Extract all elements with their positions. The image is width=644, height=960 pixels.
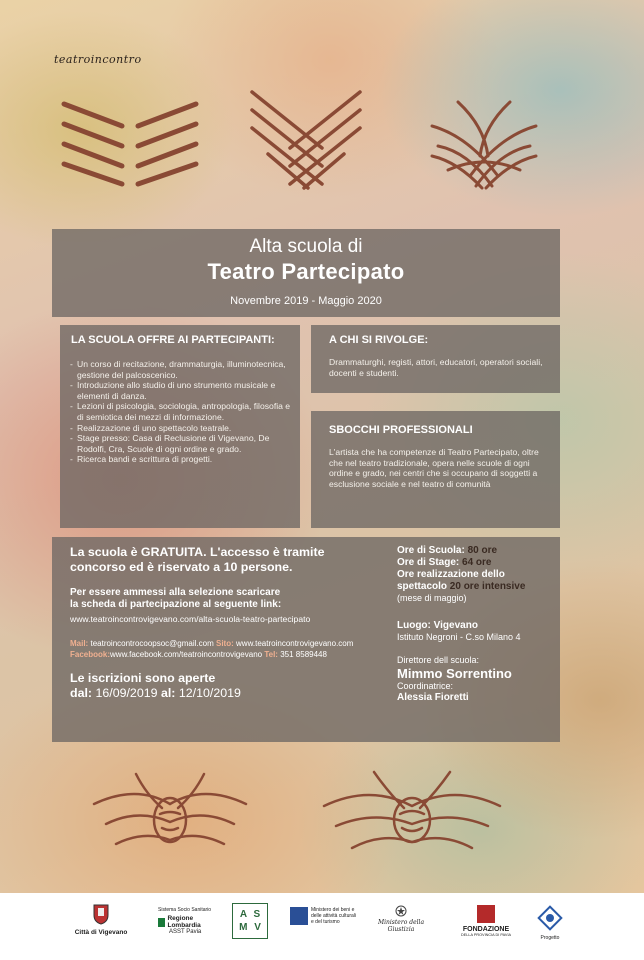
enrol-dates: [70, 686, 380, 701]
place-label: Luogo:: [397, 620, 431, 631]
to-date: 12/10/2019: [178, 686, 241, 700]
sponsor-vigevano-label: Città di Vigevano: [74, 929, 128, 936]
sponsor-lombardia-bottom: ASST Pavia: [169, 929, 202, 935]
title-line-1: Alta scuola di: [249, 236, 363, 257]
teatroincontro-logo: teatroincontro: [54, 53, 142, 66]
list-item: - Introduzione allo studio di uno strumento musicale e elementi di danza.: [69, 380, 295, 401]
list-item: - Realizzazione di uno spettacolo teatrale.: [69, 423, 295, 434]
facebook-value[interactable]: www.facebook.com/teatroincontrovigevano: [110, 650, 263, 659]
mask-decoration-left: [86, 764, 254, 856]
diamond-logo-icon: [535, 903, 565, 933]
registration-link[interactable]: www.teatroincontrovigevano.com/alta-scuola-teatro-partecipato: [70, 614, 311, 624]
sponsor-fondazione: [456, 905, 516, 937]
sponsor-last: [532, 903, 568, 941]
director-label: Direttore dell scuola:: [397, 655, 480, 665]
sponsor-mibac: [290, 907, 358, 925]
careers-text: L'artista che ha competenze di Teatro Partecipato, oltre che nel teatro tradizionale, opera nelle scuole di ogni ordine e grado, nei centri che si occupano di soggetti a esclusione sociale e nel teatro di comunità: [329, 447, 539, 489]
lombardia-cross-icon: [158, 918, 165, 927]
audience-panel: [311, 325, 560, 393]
mail-value[interactable]: teatroincontrocoopsoc@gmail.com: [90, 639, 214, 648]
chevron-decoration-left: [60, 100, 200, 190]
sponsor-last-label: Progetto: [540, 935, 560, 941]
careers-panel: [311, 411, 560, 528]
sponsor-lombardia: [158, 907, 218, 935]
title-panel: [52, 229, 560, 317]
offer-heading: LA SCUOLA OFFRE AI PARTECIPANTI:: [71, 334, 275, 346]
hours-school-label: Ore di Scuola:: [397, 545, 465, 556]
tel-value[interactable]: 351 8589448: [280, 650, 327, 659]
hours-production-label: Ore realizzazione dello: [397, 569, 505, 580]
asmv-logo: A S M V: [232, 903, 268, 939]
hours-production: [397, 581, 557, 593]
from-date: 16/09/2019: [95, 686, 158, 700]
sponsor-lombardia-mid: Regione Lombardia: [167, 915, 201, 929]
hours-school-value: 80 ore: [467, 545, 498, 556]
offer-panel: [60, 325, 300, 528]
info-panel: [52, 537, 560, 742]
hours-production-label-2: spettacolo: [397, 581, 448, 592]
audience-heading: A CHI SI RIVOLGE:: [329, 334, 429, 346]
list-item: - Un corso di recitazione, drammaturgia, illuminotecnica, gestione del palcoscenico.: [69, 359, 295, 380]
sponsor-asmv: [232, 903, 268, 939]
place-line: [397, 620, 557, 632]
emblem-icon: [395, 905, 407, 917]
sponsor-footer: [0, 893, 644, 960]
course-dates: Novembre 2019 - Maggio 2020: [230, 295, 382, 307]
weave-decoration-right: [428, 96, 540, 196]
hours-school: [397, 545, 557, 557]
offer-list: [69, 359, 295, 465]
mask-decoration-right: [318, 764, 506, 856]
place-address: Istituto Negroni - C.so Milano 4: [397, 632, 521, 642]
hours-stage-value: 64 ore: [462, 557, 492, 568]
sponsor-fondazione-sub: DELLA PROVINCIA DI PAVIA: [460, 933, 512, 937]
sponsor-vigevano: [68, 903, 134, 936]
site-value[interactable]: www.teatroincontrovigevano.com: [236, 639, 354, 648]
hours-production-note: (mese di maggio): [397, 593, 467, 603]
tel-label: Tel:: [264, 650, 278, 659]
site-label: Sito:: [216, 639, 234, 648]
audience-text: Drammaturghi, registi, attori, educatori, operatori sociali, docenti e studenti.: [329, 357, 543, 378]
contact-line-2: [70, 649, 380, 660]
hours-production-value: 20 ore intensive: [449, 581, 526, 592]
coat-of-arms-icon: [92, 903, 110, 925]
fondazione-logo-icon: [477, 905, 495, 923]
admission-line-2: la scheda di partecipazione al seguente link:: [70, 599, 282, 610]
coordinator-label: Coordinatrice:: [397, 681, 454, 691]
hours-stage-label: Ore di Stage:: [397, 557, 460, 568]
list-item: - Lezioni di psicologia, sociologia, antropologia, filosofia e di semiotica dei mezzi di informazione.: [69, 401, 295, 422]
admission-line-1: Per essere ammessi alla selezione scaricare: [70, 587, 281, 598]
to-label: al:: [160, 686, 176, 700]
place-city: Vigevano: [433, 620, 478, 631]
careers-heading: SBOCCHI PROFESSIONALI: [329, 424, 473, 436]
page-title: Teatro Partecipato: [207, 259, 405, 284]
list-item: - Ricerca bandi e scrittura di progetti.: [69, 454, 295, 465]
free-line-1: La scuola è GRATUITA. L'accesso è tramite: [70, 545, 325, 559]
hours-stage: [397, 557, 557, 569]
sponsor-mibac-label: Ministero dei beni e delle attività culturali e del turismo: [311, 907, 357, 925]
from-label: dal:: [70, 686, 93, 700]
mail-label: Mail:: [70, 639, 89, 648]
sponsor-giustizia-label: Ministero della Giustizia: [377, 919, 425, 933]
free-line-2: concorso ed è riservato a 10 persone.: [70, 560, 293, 574]
sponsor-fondazione-label: FONDAZIONE: [462, 926, 510, 933]
director-name: Mimmo Sorrentino: [397, 666, 512, 681]
facebook-label: Facebook:: [70, 650, 111, 659]
list-item: - Stage presso: Casa di Reclusione di Vigevano, De Rodolfi, Cra, Scuole di ogni ordine e grado.: [69, 433, 295, 454]
enrol-line: Le iscrizioni sono aperte: [70, 671, 216, 685]
sponsor-giustizia: [366, 905, 436, 933]
contact-line-1: [70, 638, 380, 649]
weave-decoration-center: [248, 88, 364, 194]
coordinator-name: Alessia Fioretti: [397, 692, 469, 703]
mibac-icon: [290, 907, 308, 925]
sponsor-lombardia-top: Sistema Socio Sanitario: [158, 907, 212, 913]
